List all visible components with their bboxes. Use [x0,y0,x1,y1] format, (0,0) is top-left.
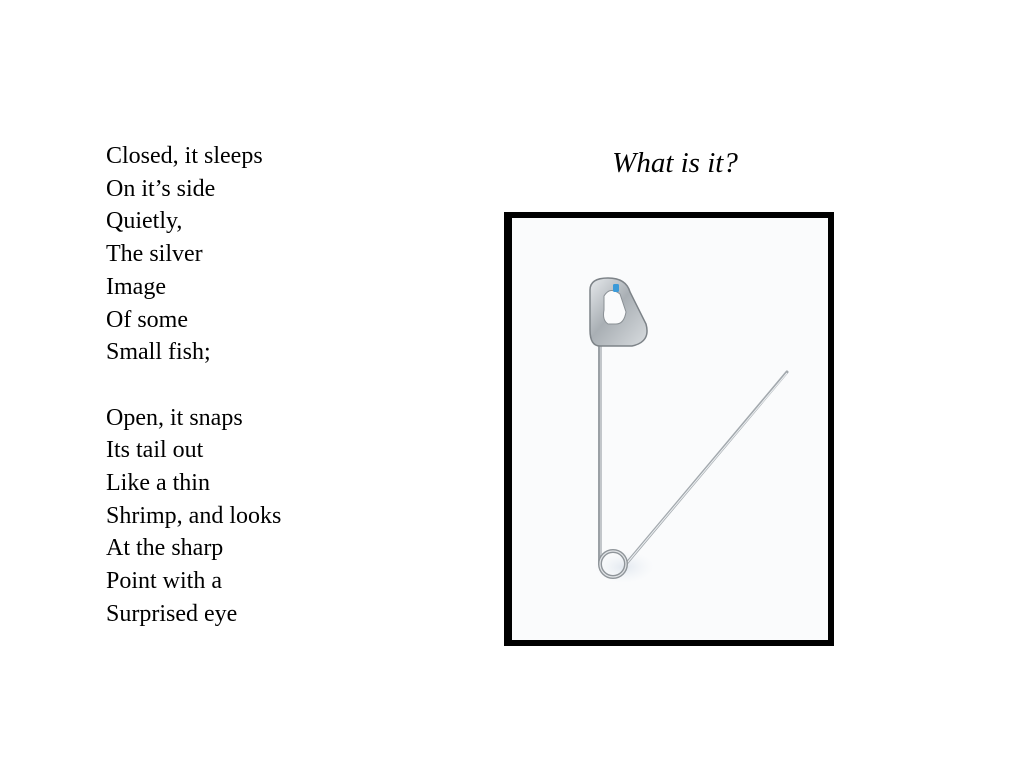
poem [106,140,436,663]
poem-line: Its tail out [106,437,204,464]
poem-line: The silver [106,241,203,268]
question-heading: What is it? [612,147,738,179]
poem-line: On it’s side [106,175,216,202]
poem-line: Open, it snaps [106,404,243,431]
poem-line: Quietly, [106,208,183,235]
safety-pin-photo [504,212,834,646]
pin-arm-highlight [627,373,787,563]
poem-line: Small fish; [106,339,211,366]
safety-pin-icon [504,212,834,646]
poem-stanza-1 [106,140,436,369]
poem-line: Image [106,273,166,300]
poem-line: Point with a [106,568,223,595]
poem-line: Closed, it sleeps [106,143,263,169]
poem-line: Shrimp, and looks [106,502,282,529]
poem-line: Of some [106,306,188,333]
pin-clasp-accent [613,284,619,292]
poem-line: Surprised eye [106,600,238,627]
poem-line: At the sharp [106,535,224,562]
poem-stanza-2 [106,402,436,631]
frame-edge [504,212,584,218]
poem-line: Like a thin [106,470,210,497]
